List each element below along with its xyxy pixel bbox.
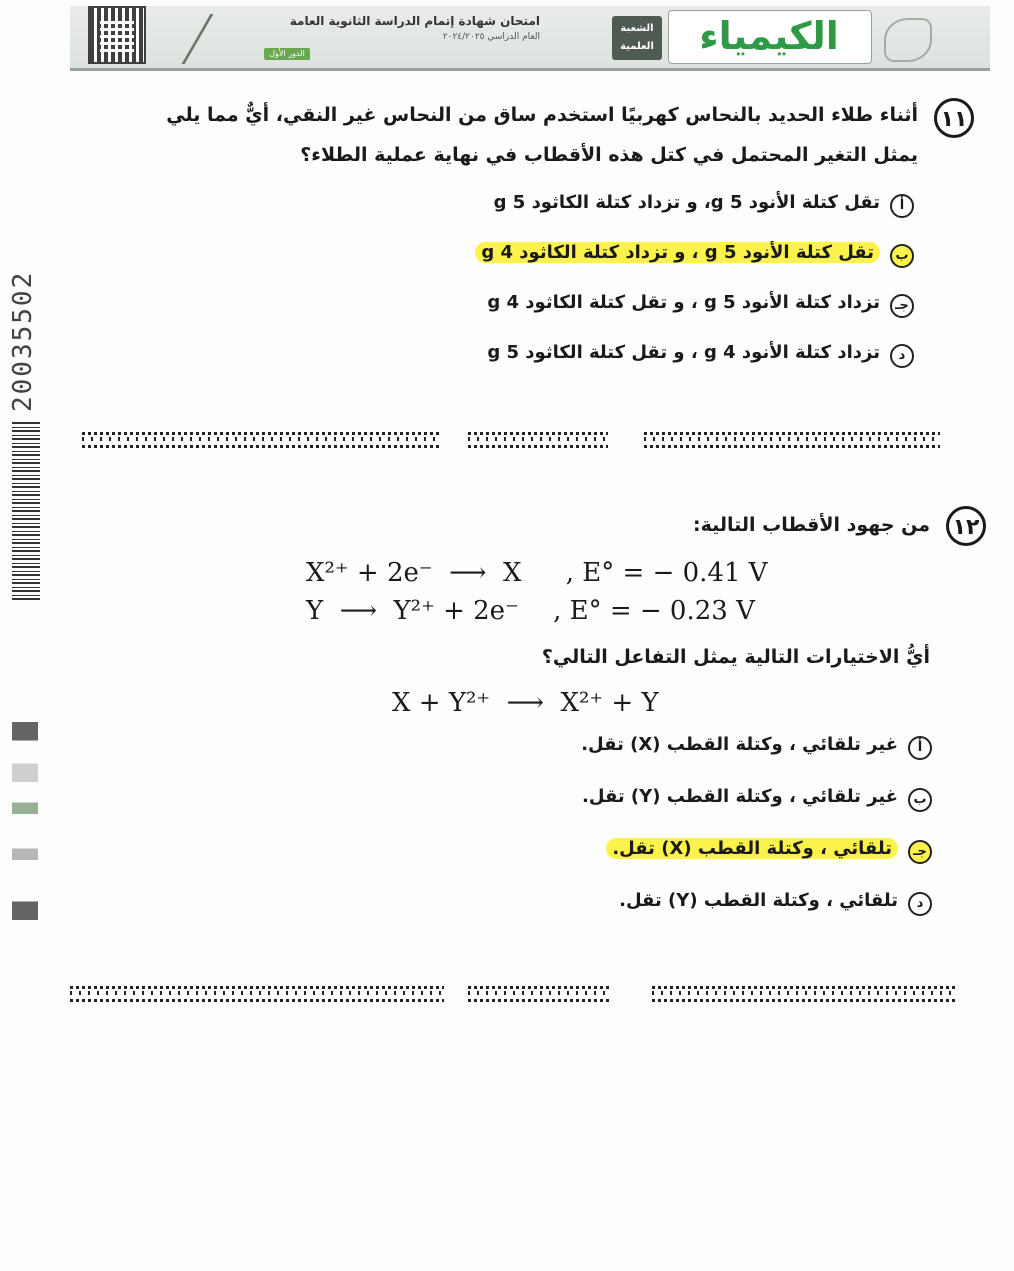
question-stem-line: أثناء طلاء الحديد بالنحاس كهربيًا استخدم ساق من النحاس غير النقي، أيٌّ مما يلي bbox=[166, 104, 918, 126]
option-text: غير تلقائي ، وكتلة القطب (Y) تقل. bbox=[582, 786, 898, 807]
option-letter: أ bbox=[908, 736, 932, 760]
answer-line bbox=[468, 432, 608, 450]
option-text-highlighted: تقل كتلة الأنود 5 g ، و تزداد كتلة الكاثود 4 g bbox=[475, 242, 880, 263]
side-serial-number: 20035502 bbox=[8, 270, 38, 412]
answer-line bbox=[82, 432, 442, 450]
option-text-highlighted: تلقائي ، وكتلة القطب (X) تقل. bbox=[606, 838, 898, 859]
arrow-right-icon: ⟶ bbox=[331, 596, 386, 626]
option-d[interactable] bbox=[512, 888, 932, 920]
branch-label: الشعبة العلمية bbox=[612, 16, 662, 60]
option-letter: جـ bbox=[890, 294, 914, 318]
equation-1-right: X bbox=[502, 558, 522, 588]
option-text: تزداد كتلة الأنود 5 g ، و تقل كتلة الكاثود 4 g bbox=[487, 292, 880, 313]
reaction-right: X²⁺ + Y bbox=[560, 688, 659, 718]
option-letter: د bbox=[890, 344, 914, 368]
subject-title: الكيمياء bbox=[699, 14, 839, 58]
decorative-corner-icon bbox=[884, 18, 932, 62]
reaction bbox=[392, 688, 659, 718]
option-letter: د bbox=[908, 892, 932, 916]
option-c[interactable] bbox=[512, 836, 932, 868]
arrow-right-icon: ⟶ bbox=[498, 688, 553, 718]
answer-line bbox=[70, 986, 444, 1004]
option-letter: أ bbox=[890, 194, 914, 218]
option-letter: ب bbox=[890, 244, 914, 268]
question-stem-line: يمثل التغير المحتمل في كتل هذه الأقطاب في نهاية عملية الطلاء؟ bbox=[300, 144, 918, 166]
reaction-left: X + Y²⁺ bbox=[392, 688, 491, 718]
option-b[interactable] bbox=[444, 240, 914, 272]
side-marks-icon bbox=[12, 722, 38, 952]
answer-line bbox=[644, 432, 940, 450]
option-letter: ب bbox=[908, 788, 932, 812]
option-text: تزداد كتلة الأنود 4 g ، و تقل كتلة الكاثود 5 g bbox=[487, 342, 880, 363]
equation-2-potential: , E° = − 0.23 V bbox=[553, 596, 755, 626]
question-number: ١١ bbox=[934, 98, 974, 138]
option-d[interactable] bbox=[454, 340, 914, 372]
option-c[interactable] bbox=[454, 290, 914, 322]
question-number: ١٢ bbox=[946, 506, 986, 546]
option-letter: جـ bbox=[908, 840, 932, 864]
equation-2-left: Y bbox=[306, 596, 324, 626]
exam-year: العام الدراسي ٢٠٢٤/٢٠٢٥ bbox=[442, 32, 540, 42]
session-badge: الدور الأول bbox=[264, 48, 310, 60]
option-a[interactable] bbox=[454, 190, 914, 222]
exam-title: امتحان شهادة إتمام الدراسة الثانوية العامة bbox=[289, 14, 540, 28]
option-text: تلقائي ، وكتلة القطب (Y) تقل. bbox=[619, 890, 898, 911]
answer-line bbox=[652, 986, 956, 1004]
option-text: تقل كتلة الأنود 5 g، و تزداد كتلة الكاثود 5 g bbox=[493, 192, 880, 213]
equation-1 bbox=[306, 558, 768, 588]
option-text: غير تلقائي ، وكتلة القطب (X) تقل. bbox=[581, 734, 898, 755]
question-stem-line: أيُّ الاختيارات التالية يمثل التفاعل التالي؟ bbox=[541, 646, 930, 668]
barcode-icon bbox=[12, 420, 40, 600]
equation-2-right: Y²⁺ + 2e⁻ bbox=[393, 596, 519, 626]
equation-1-potential: , E° = − 0.41 V bbox=[565, 558, 768, 588]
option-a[interactable] bbox=[512, 732, 932, 764]
equation-2 bbox=[306, 596, 755, 626]
question-stem-line: من جهود الأقطاب التالية: bbox=[693, 514, 930, 536]
option-b[interactable] bbox=[512, 784, 932, 816]
qr-code-icon bbox=[88, 6, 146, 64]
arrow-right-icon: ⟶ bbox=[440, 558, 495, 588]
answer-line bbox=[468, 986, 610, 1004]
equation-1-left: X²⁺ + 2e⁻ bbox=[306, 558, 433, 588]
